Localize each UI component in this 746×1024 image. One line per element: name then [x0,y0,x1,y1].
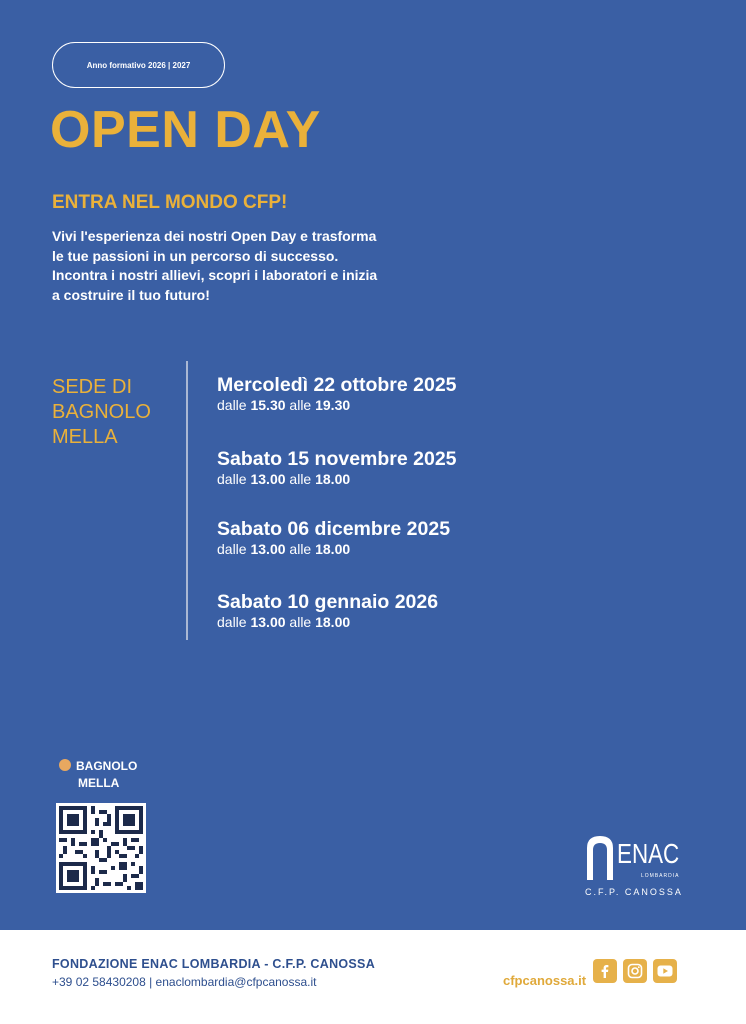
location-label: BAGNOLO MELLA [76,759,138,790]
venue-line: BAGNOLO [52,401,151,423]
intro-paragraph [52,227,432,305]
enac-logo [583,830,683,900]
logo-word: ENAC [617,838,680,869]
location-dot-icon [59,759,71,771]
date-hours: dalle 13.00 alle 18.00 [217,471,351,487]
facebook-icon[interactable] [593,959,617,983]
venue-line: SEDE DI [52,376,133,398]
academic-year-badge [52,42,225,88]
date-hours: dalle 15.30 alle 19.30 [217,397,351,413]
footer-organization: FONDAZIONE ENAC LOMBARDIA - C.F.P. CANOSSA [52,957,376,971]
footer [0,930,746,1024]
intro-line: Vivi l'esperienza dei nostri Open Day e trasforma [52,228,377,244]
logo-region: LOMBARDIA [641,873,680,879]
date-title: Sabato 10 gennaio 2026 [217,591,439,613]
date-hours: dalle 13.00 alle 18.00 [217,614,351,630]
arch-icon [585,834,615,880]
page-title: OPEN DAY [50,101,321,159]
date-title: Sabato 06 dicembre 2025 [217,518,451,540]
academic-year-label: Anno formativo 2026 | 2027 [86,60,191,70]
youtube-icon[interactable] [653,959,677,983]
venue-line: MELLA [52,426,118,448]
website-link[interactable]: cfpcanossa.it [503,973,587,988]
logo-subtitle: C.F.P. CANOSSA [585,887,683,897]
intro-line: a costruire il tuo futuro! [52,286,210,303]
qr-code[interactable] [56,803,146,893]
date-title: Mercoledì 22 ottobre 2025 [217,374,457,396]
date-hours: dalle 13.00 alle 18.00 [217,541,351,557]
date-item [217,447,457,488]
instagram-icon[interactable] [623,959,647,983]
date-title: Sabato 15 novembre 2025 [217,448,457,470]
venue-heading [52,375,151,450]
intro-line: Incontra i nostri allievi, scopri i laboratori e inizia [52,267,378,283]
date-item [217,590,438,631]
footer-contact[interactable]: +39 02 58430208 | enaclombardia@cfpcanossa.it [52,975,317,989]
vertical-divider [186,361,188,640]
date-item [217,517,450,558]
intro-line: le tue passioni in un percorso di successo. [52,247,339,264]
qr-code-icon [59,806,143,890]
date-item [217,373,457,414]
tagline: ENTRA NEL MONDO CFP! [52,192,288,213]
